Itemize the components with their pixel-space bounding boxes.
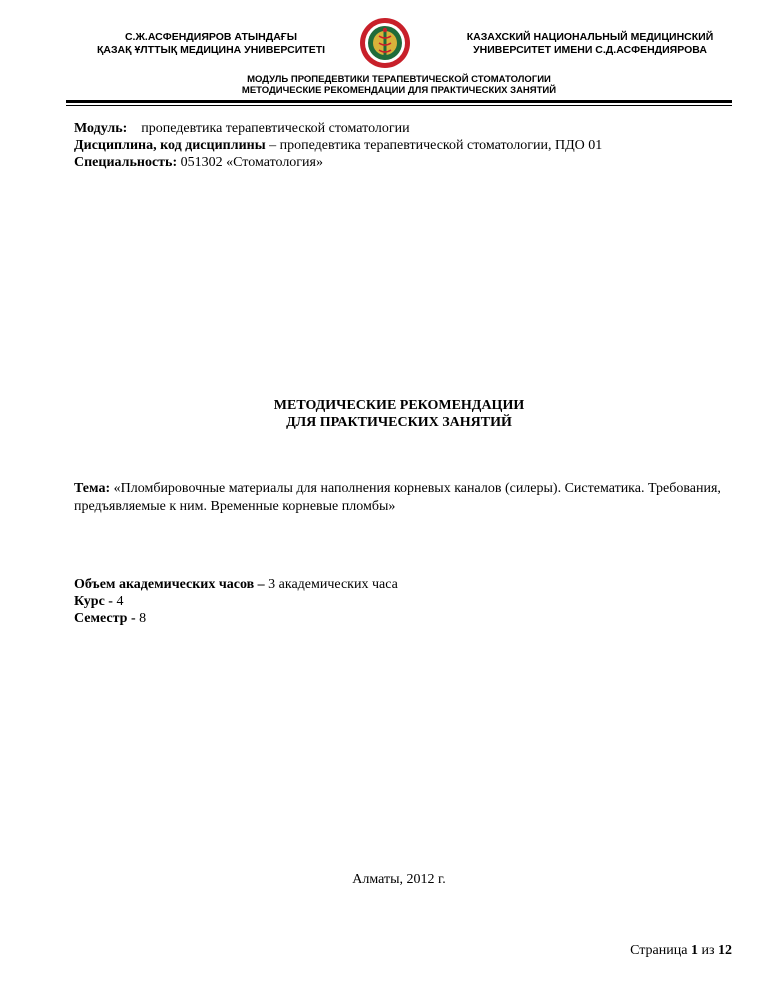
course-row bbox=[74, 593, 398, 610]
module-heading bbox=[66, 74, 732, 96]
page-middle: из bbox=[697, 943, 718, 958]
hours-label: Объем академических часов – bbox=[74, 577, 265, 592]
hours-row bbox=[74, 576, 398, 593]
header-left-line1: С.Ж.АСФЕНДИЯРОВ АТЫНДАҒЫ bbox=[124, 31, 298, 43]
header-divider-thin bbox=[66, 105, 732, 106]
page-current: 1 bbox=[690, 943, 698, 958]
module-row bbox=[74, 120, 602, 137]
specialty-label: Специальность: bbox=[74, 155, 178, 170]
discipline-value: – пропедевтика терапевтической стоматологии, ПДО 01 bbox=[265, 138, 603, 153]
topic-label: Тема: bbox=[74, 481, 111, 496]
semester-label: Семестр - bbox=[74, 611, 136, 626]
specialty-value: 051302 «Стоматология» bbox=[177, 155, 323, 170]
header-right-line2: УНИВЕРСИТЕТ ИМЕНИ С.Д.АСФЕНДИЯРОВА bbox=[473, 44, 707, 56]
header-divider-thick bbox=[66, 100, 732, 103]
module-label: Модуль: bbox=[74, 121, 128, 136]
course-value: 4 bbox=[112, 594, 124, 609]
specialty-row bbox=[74, 154, 602, 171]
semester-value: 8 bbox=[135, 611, 147, 626]
topic-paragraph bbox=[74, 480, 724, 516]
page-total: 12 bbox=[718, 943, 732, 958]
hours-value: 3 академических часа bbox=[264, 577, 398, 592]
module-heading-line1: МОДУЛЬ ПРОПЕДЕВТИКИ ТЕРАПЕВТИЧЕСКОЙ СТОМАТОЛОГИИ bbox=[247, 74, 551, 85]
document-title-line1: МЕТОДИЧЕСКИЕ РЕКОМЕНДАЦИИ bbox=[273, 398, 525, 413]
header-right bbox=[440, 31, 740, 57]
city-year: Алматы, 2012 г. bbox=[352, 872, 446, 887]
page-number bbox=[630, 943, 732, 959]
document-title-line2: ДЛЯ ПРАКТИЧЕСКИХ ЗАНЯТИЙ bbox=[286, 415, 512, 430]
header-left bbox=[66, 31, 356, 57]
page-prefix: Страница bbox=[630, 943, 691, 958]
semester-row bbox=[74, 610, 398, 627]
document-title bbox=[66, 397, 732, 431]
university-emblem-icon bbox=[357, 16, 413, 70]
course-label: Курс - bbox=[74, 594, 113, 609]
topic-value: «Пломбировочные материалы для наполнения корневых каналов (силеры). Систематика. Требования, предъявляемые к ним. Временные корневые пломбы» bbox=[74, 481, 721, 514]
header-right-line1: КАЗАХСКИЙ НАЦИОНАЛЬНЫЙ МЕДИЦИНСКИЙ bbox=[466, 31, 714, 43]
course-info bbox=[74, 120, 602, 171]
discipline-label: Дисциплина, код дисциплины bbox=[74, 138, 266, 153]
discipline-row bbox=[74, 137, 602, 154]
header-left-line2: ҚАЗАҚ ҰЛТТЫҚ МЕДИЦИНА УНИВЕРСИТЕТІ bbox=[96, 44, 326, 56]
module-value: пропедевтика терапевтической стоматологии bbox=[141, 121, 410, 136]
hours-info bbox=[74, 576, 398, 627]
module-heading-line2: МЕТОДИЧЕСКИЕ РЕКОМЕНДАЦИИ ДЛЯ ПРАКТИЧЕСКИХ ЗАНЯТИЙ bbox=[241, 85, 557, 96]
